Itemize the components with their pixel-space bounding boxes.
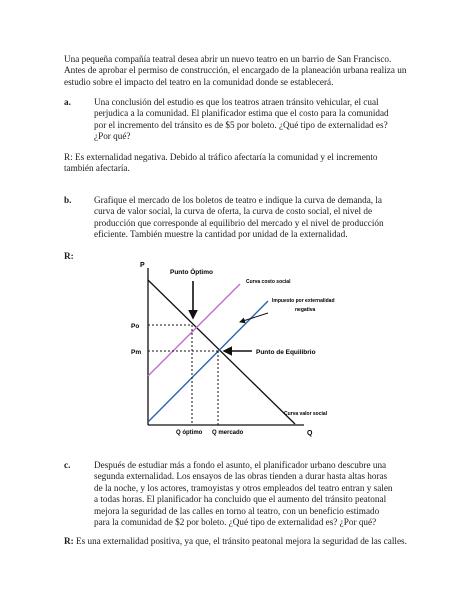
label-po: Po [131, 323, 140, 330]
answer-a-prefix: R: [64, 152, 73, 162]
label-q-optimo: Q óptimo [176, 430, 203, 436]
answer-c-text: Es una externalidad positiva, ya que, el tránsito peatonal mejora la seguridad de las calles. [73, 536, 407, 546]
label-q-mercado: Q mercado [212, 430, 244, 436]
label-punto-optimo: Punto Óptimo [170, 269, 213, 276]
question-a-text: Una conclusión del estudio es que los teatros atraen tránsito vehicular, el cual perjudica a la comunidad. El planificador estima que el costo para la comunidad por el incremento del tránsito es de $5 por boleto. ¿Qué tipo de externalidad es? ¿Por qué? [94, 97, 389, 142]
label-punto-equilibrio: Punto de Equilibrio [256, 349, 316, 356]
question-b-text: Grafique el mercado de los boletos de teatro e indique la curva de demanda, la curva de valor social, la curva de oferta, la curva de costo social, el nivel de producción que corresponde al equilibrio del mercado y el nivel de producción eficiente. También muestre la cantidad por unidad de la externalidad. [94, 195, 384, 240]
answer-c-prefix: R: [64, 536, 74, 546]
answer-b-prefix: R: [64, 251, 74, 261]
answer-c [64, 536, 414, 547]
question-b-label: b. [64, 195, 72, 205]
answer-a-text: Es externalidad negativa. Debido al tráfico afectaría la comunidad y el incremento también afectaría. [64, 152, 378, 174]
label-impuesto-1: Impuesto por externalidad [272, 298, 335, 304]
label-impuesto-2: negativa [295, 307, 316, 313]
y-axis-label: P [140, 262, 145, 269]
question-c-label: c. [64, 460, 71, 470]
label-pm: Pm [131, 349, 142, 356]
question-a-label: a. [64, 97, 71, 107]
question-c-text: Después de estudiar más a fondo el asunto, el planificador urbano descubre una segunda externalidad. Los ensayos de las obras tienden a durar hasta altas horas de la noche, y los actores, tramoyistas y otros empleados del teatro entran y salen a todas horas. El planificador ha concluido que el aumento del tránsito peatonal mejora la seguridad de las calles en torno al teatro, con un beneficio estimado para la comunidad de $2 por boleto. ¿Qué tipo de externalidad es? ¿Por qué? [94, 460, 393, 528]
social-cost-curve [148, 284, 240, 376]
x-axis-label: Q [307, 430, 313, 437]
intro-paragraph: Una pequeña compañía teatral desea abrir un nuevo teatro en un barrio de San Francisco. Antes de aprobar el permiso de construcción, el encargado de la planeación urbana realiza un estudio sobre el impacto del teatro en la comunidad donde se establecerá. [64, 54, 407, 87]
label-curva-costo-social: Curva costo social [246, 279, 291, 285]
label-curva-valor-social: Curva valor social [284, 411, 328, 417]
